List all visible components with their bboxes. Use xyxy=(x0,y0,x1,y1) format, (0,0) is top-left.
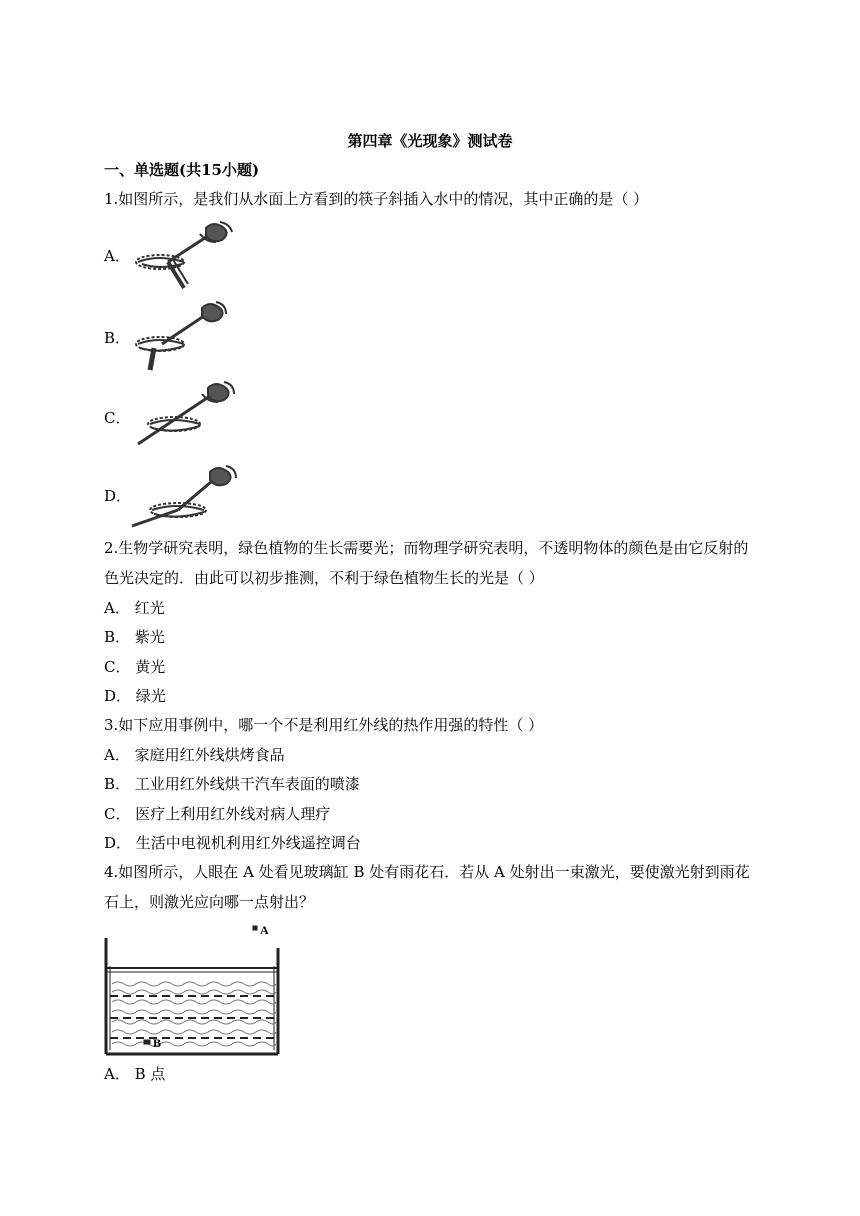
question-1-stem: 1.如图所示，是我们从水面上方看到的筷子斜插入水中的情况，其中正确的是（ ） xyxy=(104,190,649,208)
q3-option-b: B． 工业用红外线烘干汽车表面的喷漆 xyxy=(104,775,360,793)
q1-option-a-label: A． xyxy=(104,247,130,265)
q1-option-a-chopstick-figure xyxy=(128,218,234,292)
q3-option-a: A． 家庭用红外线烘烤食品 xyxy=(104,746,285,764)
q4-option-a: A． B 点 xyxy=(104,1065,166,1083)
q1-option-d-chopstick-figure xyxy=(128,460,238,528)
q4-point-a-label: A xyxy=(260,923,269,937)
q2-option-a: A． 红光 xyxy=(104,599,165,617)
question-2-stem-line-2: 色光决定的．由此可以初步推测，不利于绿色植物生长的光是（ ） xyxy=(104,569,544,587)
question-4-stem-line-1: 4.如图所示，人眼在 A 处看见玻璃缸 B 处有雨花石．若从 A 处射出一束激光，要使激光射到雨花 xyxy=(104,863,750,881)
q3-option-c: C． 医疗上利用红外线对病人理疗 xyxy=(104,805,331,823)
question-4-stem-line-2: 石上，则激光应向哪一点射出？ xyxy=(104,893,315,911)
q1-option-c-label: C． xyxy=(104,409,131,427)
q3-option-d: D． 生活中电视机利用红外线遥控调台 xyxy=(104,834,361,852)
q4-point-b-label: B xyxy=(153,1036,162,1050)
q1-option-b-label: B． xyxy=(104,329,131,347)
q2-option-d: D． 绿光 xyxy=(104,687,166,705)
q2-option-b: B． 紫光 xyxy=(104,628,165,646)
question-2-stem-line-1: 2.生物学研究表明，绿色植物的生长需要光；而物理学研究表明，不透明物体的颜色是由它反射的 xyxy=(104,539,749,557)
q4-fish-tank-figure xyxy=(100,918,286,1058)
q2-option-c: C． 黄光 xyxy=(104,658,166,676)
q1-option-b-chopstick-figure xyxy=(128,298,228,372)
section-heading: 一、单选题(共15小题) xyxy=(104,161,260,179)
q1-option-d-label: D． xyxy=(104,487,132,505)
q1-option-c-chopstick-figure xyxy=(128,378,238,452)
page-title: 第四章《光现象》测试卷 xyxy=(347,132,513,150)
question-3-stem: 3.如下应用事例中，哪一个不是利用红外线的热作用强的特性（ ） xyxy=(104,716,544,734)
